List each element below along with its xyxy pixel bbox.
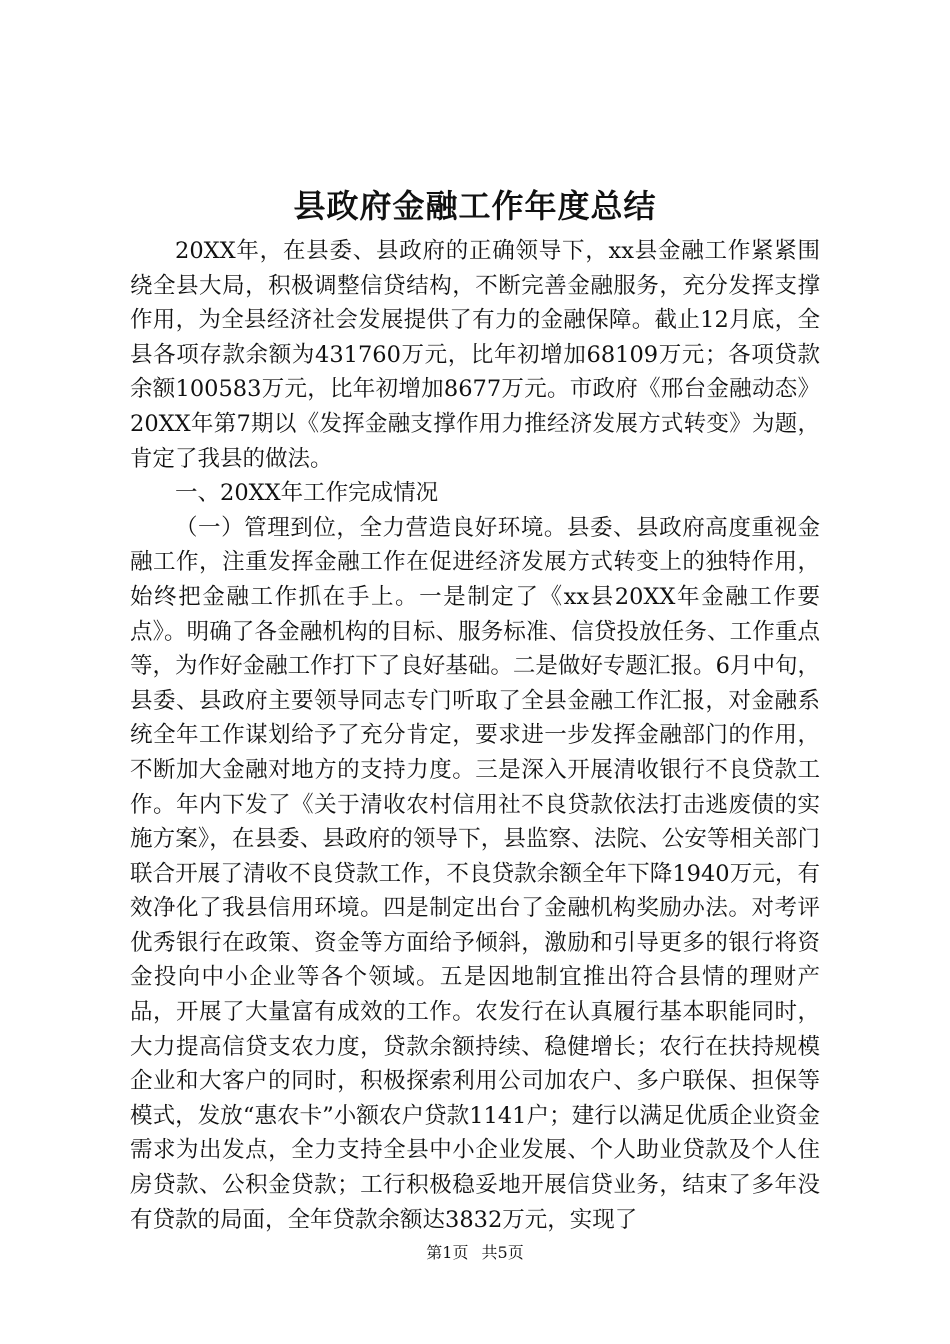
document-title: 县政府金融工作年度总结	[293, 187, 657, 225]
paragraph-intro: 20XX年，在县委、县政府的正确领导下，xx县金融工作紧紧围绕全县大局，积极调整信贷结构，不断完善金融服务，充分发挥支撑作用，为全县经济社会发展提供了有力的金融保障。截止12月底，全县各项存款余额为431760万元，比年初增加68109万元；各项贷款余额100583万元，比年初增加8677万元。市政府《邢台金融动态》20XX年第7期以《发挥金融支撑作用力推经济发展方式转变》为题，肯定了我县的做法。	[130, 238, 820, 472]
document-body	[130, 234, 820, 1237]
page-number-current: 第1页	[426, 1243, 469, 1262]
page-number-total: 共5页	[481, 1243, 524, 1262]
page-footer	[0, 1243, 950, 1263]
paragraph-section-1: （一）管理到位，全力营造良好环境。县委、县政府高度重视金融工作，注重发挥金融工作在促进经济发展方式转变上的独特作用，始终把金融工作抓在手上。一是制定了《xx县20XX年金融工作要点》。明确了各金融机构的目标、服务标准、信贷投放任务、工作重点等，为作好金融工作打下了良好基础。二是做好专题汇报。6月中旬，县委、县政府主要领导同志专门听取了全县金融工作汇报，对金融系统全年工作谋划给予了充分肯定，要求进一步发挥金融部门的作用，不断加大金融对地方的支持力度。三是深入开展清收银行不良贷款工作。年内下发了《关于清收农村信用社不良贷款依法打击逃废债的实施方案》，在县委、县政府的领导下，县监察、法院、公安等相关部门联合开展了清收不良贷款工作，不良贷款余额全年下降1940万元，有效净化了我县信用环境。四是制定出台了金融机构奖励办法。对考评优秀银行在政策、资金等方面给予倾斜，激励和引导更多的银行将资金投向中小企业等各个领域。五是因地制宜推出符合县情的理财产品，开展了大量富有成效的工作。农发行在认真履行基本职能同时，大力提高信贷支农力度，贷款余额持续、稳健增长；农行在扶持规模企业和大客户的同时，积极探索利用公司加农户、多户联保、担保等模式，发放“惠农卡”小额农户贷款1141户；建行以满足优质企业资金需求为出发点，全力支持全县中小企业发展、个人助业贷款及个人住房贷款、公积金贷款；工行积极稳妥地开展信贷业务，结束了多年没有贷款的局面，全年贷款余额达3832万元，实现了	[130, 514, 820, 1233]
section-heading: 一、20XX年工作完成情况	[175, 480, 439, 507]
